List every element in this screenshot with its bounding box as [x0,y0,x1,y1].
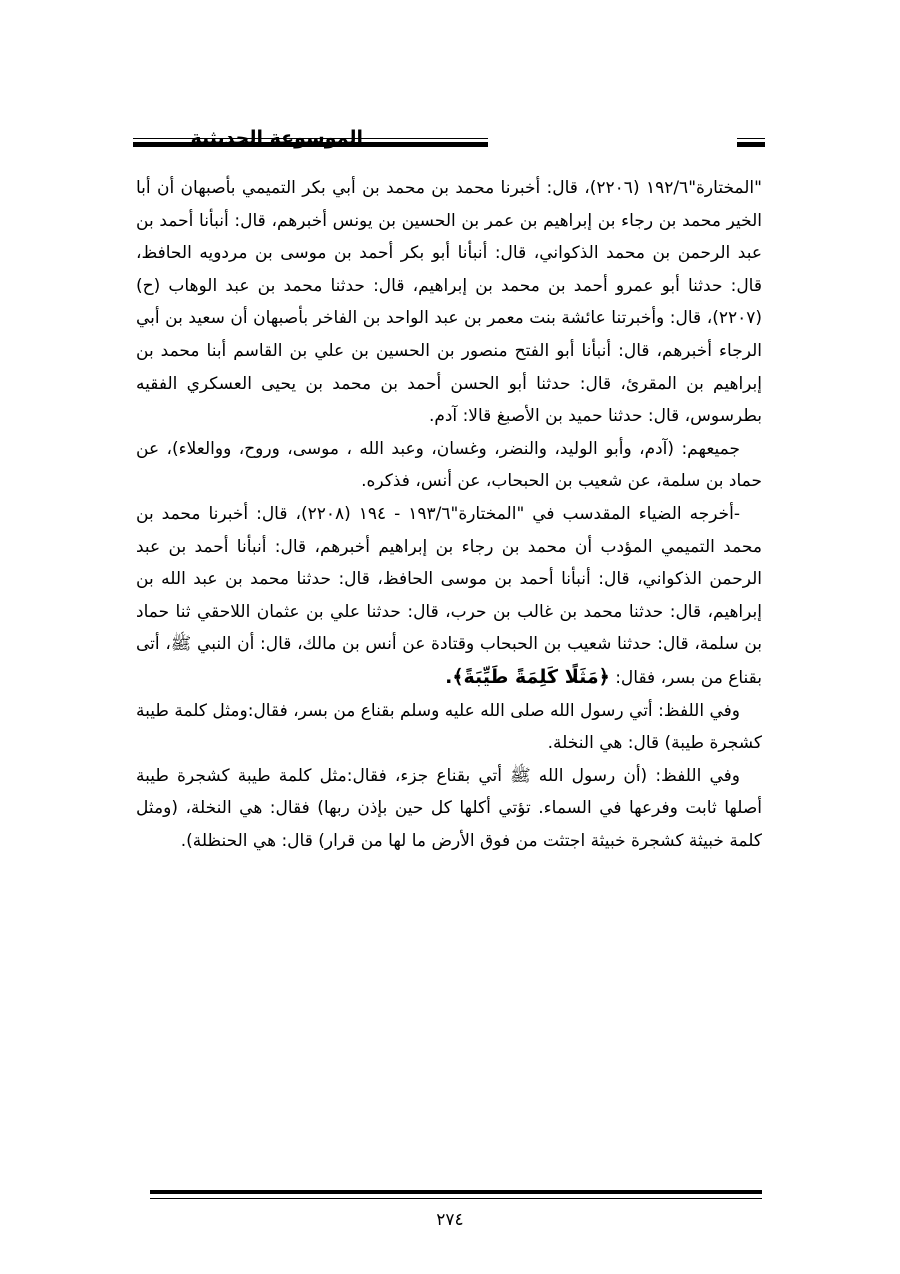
header-rule-right-thin [737,138,765,139]
paragraph-1 [136,172,762,433]
footer-rule-thick [150,1190,762,1194]
header-title: الموسوعة الحديثية [190,127,363,149]
paragraph-3 [136,498,762,695]
paragraph-2-text: جميعهم: (آدم، وأبو الوليد، والنضر، وغسان، وعبد الله ، موسى، وروح، ووالعلاء)، عن حماد بن سلمة، عن شعيب بن الحبحاب، عن أنس، فذكره. [136,438,762,492]
footer-rule-thin [150,1198,762,1199]
paragraph-4-text: وفي اللفظ: أتي رسول الله صلى الله عليه وسلم بقناع من بسر، فقال:ومثل كلمة طيبة كشجرة طيبة) قال: هي النخلة. [136,700,762,754]
paragraph-4 [136,695,762,760]
paragraph-2 [136,433,762,498]
paragraph-5-text: وفي اللفظ: (أن رسول الله ﷺ أتي بقناع جزء، فقال:مثل كلمة طيبة كشجرة طيبة أصلها ثابت وفرعها في السماء. تؤتي أكلها كل حين بإذن ربها) فقال: هي النخلة، (ومثل كلمة خبيثة كشجرة خبيثة اجتثت من فوق الأرض ما لها من قرار) قال: هي الحنظلة). [136,765,762,851]
paragraph-5 [136,760,762,858]
page-number: ٢٧٤ [436,1210,464,1230]
paragraph-3-text: -أخرجه الضياء المقدسب في "المختارة"١٩٣/٦ - ١٩٤ (٢٢٠٨)، قال: أخبرنا محمد بن محمد التميمي المؤدب أن محمد بن رجاء بن إبراهيم أخبرهم، قال: أنبأنا أحمد بن عبد الرحمن الذكواني، قال: أنبأنا أحمد بن موسى الحافظ، قال: حدثنا محمد بن عبد الله بن إبراهيم، قال: حدثنا محمد بن غالب بن حرب، قال: حدثنا علي بن عثمان اللاحقي ثنا حماد بن سلمة، قال: حدثنا شعيب بن الحبحاب وقتادة عن أنس بن مالك، قال: أن النبي ﷺ، أتى بقناع من بسر، فقال: [136,503,762,688]
header-rule-right-thick [737,142,765,147]
paragraph-1-text: "المختارة"١٩٢/٦ (٢٢٠٦)، قال: أخبرنا محمد بن محمد بن أبي بكر التميمي بأصبهان أن أبا الخير محمد بن رجاء بن إبراهيم بن عمر بن الحسين بن يونس أخبرهم، قال: أنبأنا أحمد بن عبد الرحمن بن محمد الذكواني، قال: أنبأنا أبو بكر أحمد بن موسى بن مردويه الحافظ، قال: حدثنا أبو عمرو أحمد بن محمد بن إبراهيم، قال: حدثنا محمد بن عبد الوهاب (ح) (٢٢٠٧)، قال: وأخبرتنا عائشة بنت معمر بن عبد الواحد بن الفاخر بأصبهان أن سعيد بن أبي الرجاء أخبرهم، قال: أنبأنا أبو الفتح منصور بن الحسين بن علي بن القاسم أبنا محمد بن إبراهيم بن المقرئ، قال: حدثنا أبو الحسن أحمد بن محمد بن يحيى العسكري الفقيه بطرسوس، قال: حدثنا حميد بن الأصبغ قالا: آدم. [136,178,762,427]
body-text [136,172,762,857]
quran-verse: ﴿مَثَلًا كَلِمَةً طَيِّبَةً﴾. [445,665,610,688]
page-header [133,118,765,158]
